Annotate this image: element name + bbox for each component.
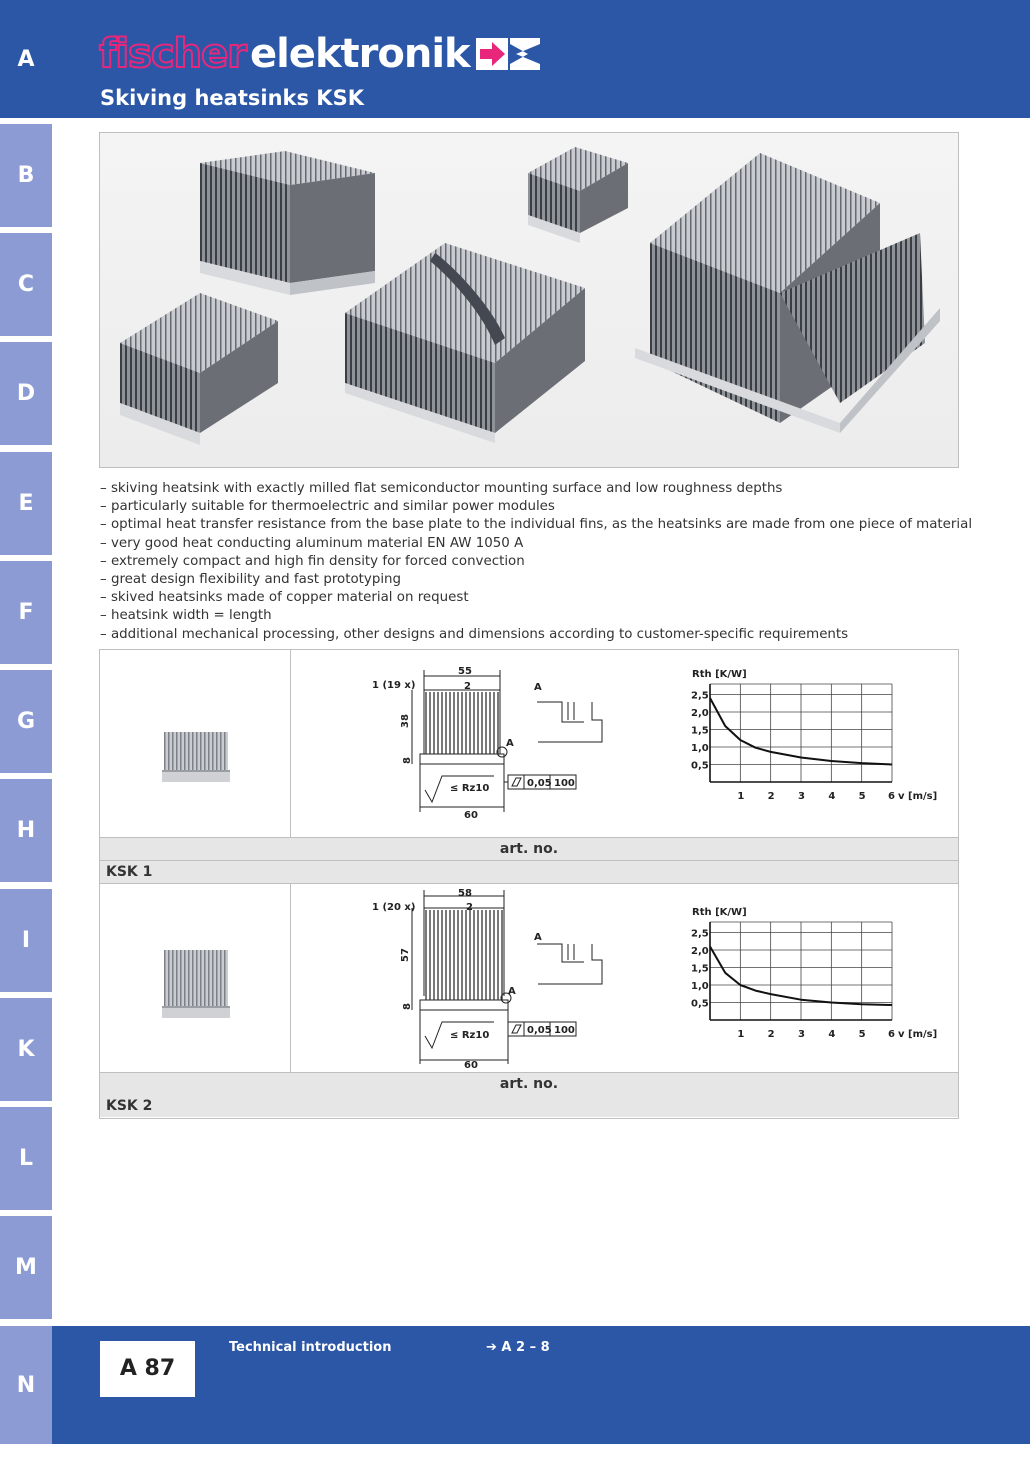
dim-base-height: 8 bbox=[402, 1003, 413, 1010]
dim-pitch: 2 bbox=[464, 681, 471, 692]
x-tick-label: 2 bbox=[767, 791, 775, 802]
heatsinks-photo bbox=[100, 133, 958, 467]
product-ksk2 bbox=[99, 883, 959, 1119]
tab-m[interactable]: M bbox=[0, 1216, 52, 1319]
dim-fin-height: 38 bbox=[400, 714, 411, 728]
tab-i[interactable]: I bbox=[0, 889, 52, 992]
y-tick-label: 1,0 bbox=[691, 981, 709, 992]
tab-b[interactable]: B bbox=[0, 124, 52, 227]
chapter-tabs bbox=[0, 0, 52, 1457]
x-tick-label: 6 bbox=[888, 791, 895, 802]
product-ksk1 bbox=[99, 649, 959, 885]
dim-base-width: 60 bbox=[464, 810, 478, 821]
dim-pitch: 2 bbox=[466, 902, 473, 913]
product-thumbnail bbox=[100, 884, 291, 1072]
product-name-row bbox=[100, 861, 958, 883]
ksk1-technical-drawing bbox=[362, 662, 622, 827]
dim-fins-count: 1 (19 x) bbox=[372, 680, 416, 691]
ksk2-thumbnail-image bbox=[100, 884, 290, 1072]
art-no-header: art. no. bbox=[100, 837, 958, 861]
y-tick-label: 1,0 bbox=[691, 743, 709, 754]
dim-base-width: 60 bbox=[464, 1060, 478, 1071]
brand-logo bbox=[99, 30, 540, 78]
dim-roughness: ≤ Rz10 bbox=[450, 1030, 490, 1041]
feature-item: – very good heat conducting aluminum material EN AW 1050 A bbox=[100, 535, 524, 551]
y-tick-label: 0,5 bbox=[691, 760, 709, 772]
x-tick-label: 3 bbox=[798, 1029, 805, 1040]
feature-item: – great design flexibility and fast prototyping bbox=[100, 571, 402, 587]
y-tick-label: 1,5 bbox=[691, 725, 709, 737]
dim-base-height: 8 bbox=[402, 757, 413, 764]
feature-item: – additional mechanical processing, other designs and dimensions according to customer-specific requirements bbox=[100, 626, 849, 642]
ksk1-thumbnail-image bbox=[100, 650, 290, 837]
feature-item: – extremely compact and high fin density for forced convection bbox=[100, 553, 525, 569]
tab-c[interactable]: C bbox=[0, 233, 52, 336]
product-name: KSK 2 bbox=[106, 1098, 153, 1114]
ksk2-thermal-resistance-chart bbox=[678, 902, 938, 1064]
technical-introduction-link[interactable]: Technical introduction bbox=[229, 1340, 392, 1355]
feature-list bbox=[100, 480, 973, 644]
dim-flatness: 0,05 bbox=[527, 1025, 552, 1036]
detail-label: A bbox=[534, 682, 542, 693]
y-tick-label: 0,5 bbox=[691, 998, 709, 1010]
product-photo bbox=[99, 132, 959, 468]
x-axis-label: v [m/s] bbox=[898, 1029, 938, 1040]
x-axis-label: v [m/s] bbox=[898, 791, 938, 802]
page-reference[interactable]: ➔ A 2 – 8 bbox=[486, 1340, 550, 1355]
dim-roughness: ≤ Rz10 bbox=[450, 783, 490, 794]
art-no-header: art. no. bbox=[100, 1072, 958, 1096]
feature-item: – optimal heat transfer resistance from the base plate to the individual fins, as the heatsinks are made from one piece of material bbox=[100, 517, 973, 533]
x-tick-label: 2 bbox=[767, 1029, 775, 1040]
x-tick-label: 6 bbox=[888, 1029, 895, 1040]
x-tick-label: 1 bbox=[737, 1029, 745, 1040]
dim-fin-height: 57 bbox=[400, 948, 411, 962]
tab-e[interactable]: E bbox=[0, 452, 52, 555]
y-tick-label: 2,0 bbox=[691, 708, 709, 719]
feature-item: – particularly suitable for thermoelectric and similar power modules bbox=[100, 499, 555, 515]
brand-part-elektronik: elektronik bbox=[249, 31, 470, 77]
y-tick-label: 2,5 bbox=[691, 690, 709, 702]
y-tick-label: 1,5 bbox=[691, 963, 709, 975]
detail-label: A bbox=[506, 738, 514, 749]
x-tick-label: 5 bbox=[858, 791, 866, 802]
ksk1-thermal-resistance-chart bbox=[678, 664, 938, 826]
x-tick-label: 3 bbox=[798, 791, 805, 802]
x-tick-label: 4 bbox=[828, 791, 836, 802]
x-tick-label: 1 bbox=[737, 791, 745, 802]
feature-item: – skiving heatsink with exactly milled flat semiconductor mounting surface and low roughness depths bbox=[100, 481, 783, 496]
tab-h[interactable]: H bbox=[0, 779, 52, 882]
dim-fin-span: 55 bbox=[458, 666, 472, 677]
detail-label: A bbox=[508, 986, 516, 997]
y-tick-label: 2,5 bbox=[691, 928, 709, 940]
dim-fin-span: 58 bbox=[458, 888, 472, 899]
x-tick-label: 5 bbox=[858, 1029, 866, 1040]
feature-item: – heatsink width = length bbox=[100, 608, 272, 624]
product-name-row bbox=[100, 1095, 958, 1117]
tab-a[interactable]: A bbox=[0, 0, 52, 118]
tab-f[interactable]: F bbox=[0, 561, 52, 664]
tab-d[interactable]: D bbox=[0, 342, 52, 445]
y-tick-label: 2,0 bbox=[691, 946, 709, 957]
brand-arrow-icon bbox=[476, 36, 540, 72]
detail-label: A bbox=[534, 932, 542, 943]
page-number: A 87 bbox=[100, 1341, 195, 1397]
x-tick-label: 4 bbox=[828, 1029, 836, 1040]
y-axis-label: Rth [K/W] bbox=[692, 907, 747, 918]
dim-fins-count: 1 (20 x) bbox=[372, 902, 416, 913]
dim-flatness: 0,05 bbox=[527, 778, 552, 789]
product-thumbnail bbox=[100, 650, 291, 837]
tab-k[interactable]: K bbox=[0, 998, 52, 1101]
tab-g[interactable]: G bbox=[0, 670, 52, 773]
feature-item: – skived heatsinks made of copper material on request bbox=[100, 590, 469, 606]
ksk2-technical-drawing bbox=[362, 886, 622, 1071]
page-title: Skiving heatsinks KSK bbox=[100, 86, 364, 110]
product-name: KSK 1 bbox=[106, 864, 153, 880]
y-axis-label: Rth [K/W] bbox=[692, 669, 747, 680]
brand-part-fischer: fischer bbox=[99, 31, 246, 77]
tab-l[interactable]: L bbox=[0, 1107, 52, 1210]
dim-flatness-length: 100 bbox=[554, 778, 575, 789]
tab-n[interactable]: N bbox=[0, 1326, 52, 1444]
dim-flatness-length: 100 bbox=[554, 1025, 575, 1036]
